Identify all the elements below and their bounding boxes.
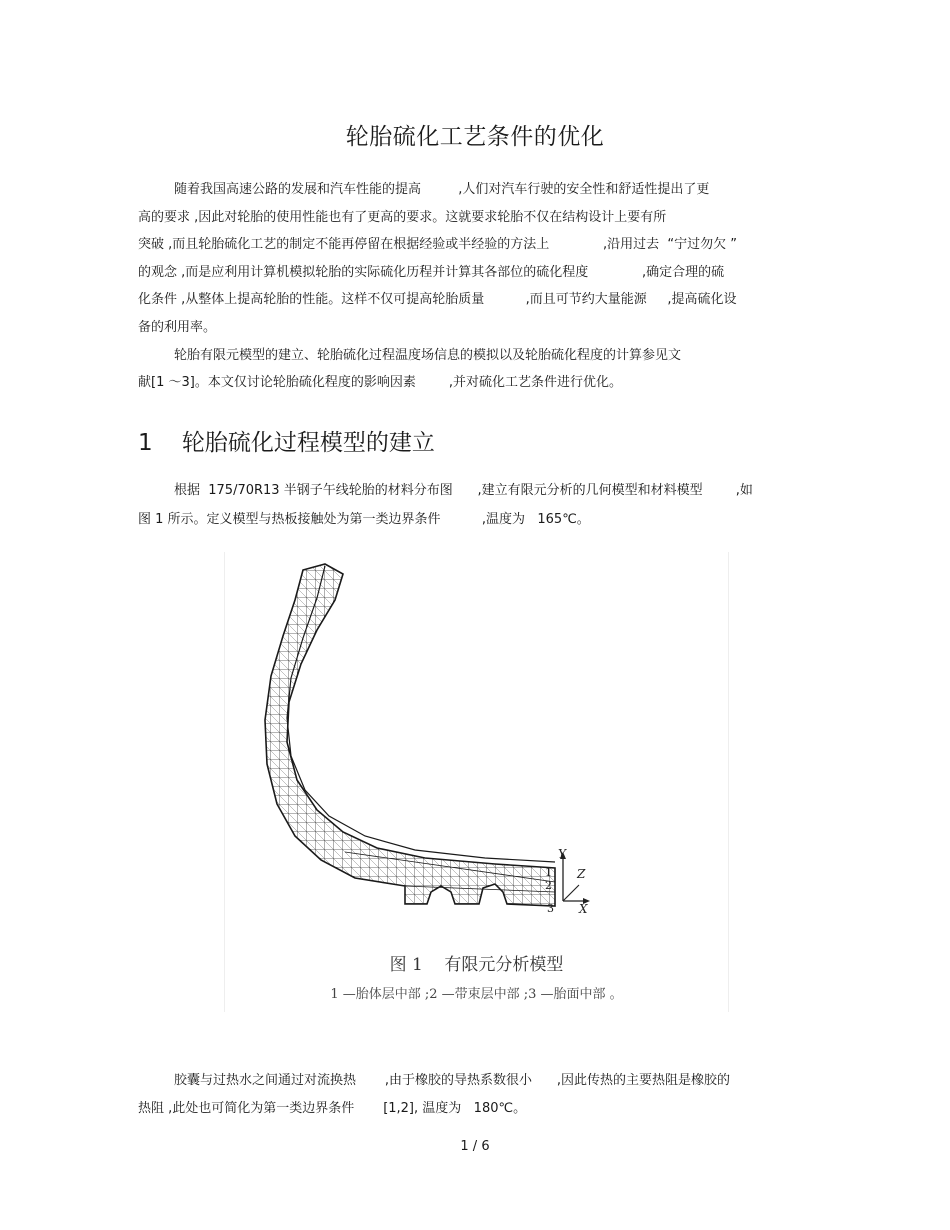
figure-legend: 1 —胎体层中部 ;2 —带束层中部 ;3 —胎面中部 。 bbox=[330, 987, 623, 1002]
section-line-1: 根据 175/70R13 半钢子午线轮胎的材料分布图 ,建立有限元分析的几何模型和材料模型 ,如 bbox=[174, 483, 753, 498]
axis-x-label: X bbox=[579, 902, 588, 916]
section-heading: 1 轮胎硫化过程模型的建立 bbox=[138, 430, 435, 456]
figure-1 bbox=[224, 552, 729, 1012]
after-line-2: 热阻 ,此处也可简化为第一类边界条件 [1,2], 温度为 180℃。 bbox=[138, 1101, 527, 1116]
intro-line-6: 备的利用率。 bbox=[138, 320, 217, 335]
intro-line-3: 突破 ,而且轮胎硫化工艺的制定不能再停留在根据经验或半经验的方法上 ,沿用过去 “宁过勿欠 ” bbox=[138, 237, 737, 252]
figure-caption: 图 1 有限元分析模型 bbox=[389, 955, 564, 975]
axis-z-label: Z bbox=[577, 867, 586, 881]
intro-line-2: 高的要求 ,因此对轮胎的使用性能也有了更高的要求。这就要求轮胎不仅在结构设计上要有所 bbox=[138, 210, 667, 225]
tire-section-mesh bbox=[265, 564, 555, 906]
intro-line-8: 献[1 ～3]。本文仅讨论轮胎硫化程度的影响因素 ,并对硫化工艺条件进行优化。 bbox=[138, 375, 623, 390]
intro-line-1: 随着我国高速公路的发展和汽车性能的提高 ,人们对汽车行驶的安全性和舒适性提出了更 bbox=[174, 182, 710, 197]
marker-2: 2 bbox=[545, 879, 552, 892]
section-line-2: 图 1 所示。定义模型与热板接触处为第一类边界条件 ,温度为 165℃。 bbox=[138, 512, 590, 527]
axis-y-label: Y bbox=[558, 847, 566, 861]
intro-line-7: 轮胎有限元模型的建立、轮胎硫化过程温度场信息的模拟以及轮胎硫化程度的计算参见文 bbox=[174, 348, 682, 363]
page-title: 轮胎硫化工艺条件的优化 bbox=[345, 124, 605, 150]
after-line-1: 胶囊与过热水之间通过对流换热 ,由于橡胶的导热系数很小 ,因此传热的主要热阻是橡胶的 bbox=[174, 1073, 730, 1088]
tire-mesh-diagram bbox=[225, 552, 728, 952]
marker-3: 3 bbox=[547, 902, 554, 915]
intro-line-5: 化条件 ,从整体上提高轮胎的性能。这样不仅可提高轮胎质量 ,而且可节约大量能源 ,提高硫化设 bbox=[138, 292, 737, 307]
intro-line-4: 的观念 ,而是应利用计算机模拟轮胎的实际硫化历程并计算其各部位的硫化程度 ,确定合理的硫 bbox=[138, 265, 725, 280]
marker-1: 1 bbox=[545, 866, 552, 879]
page-number: 1 / 6 bbox=[460, 1139, 490, 1154]
